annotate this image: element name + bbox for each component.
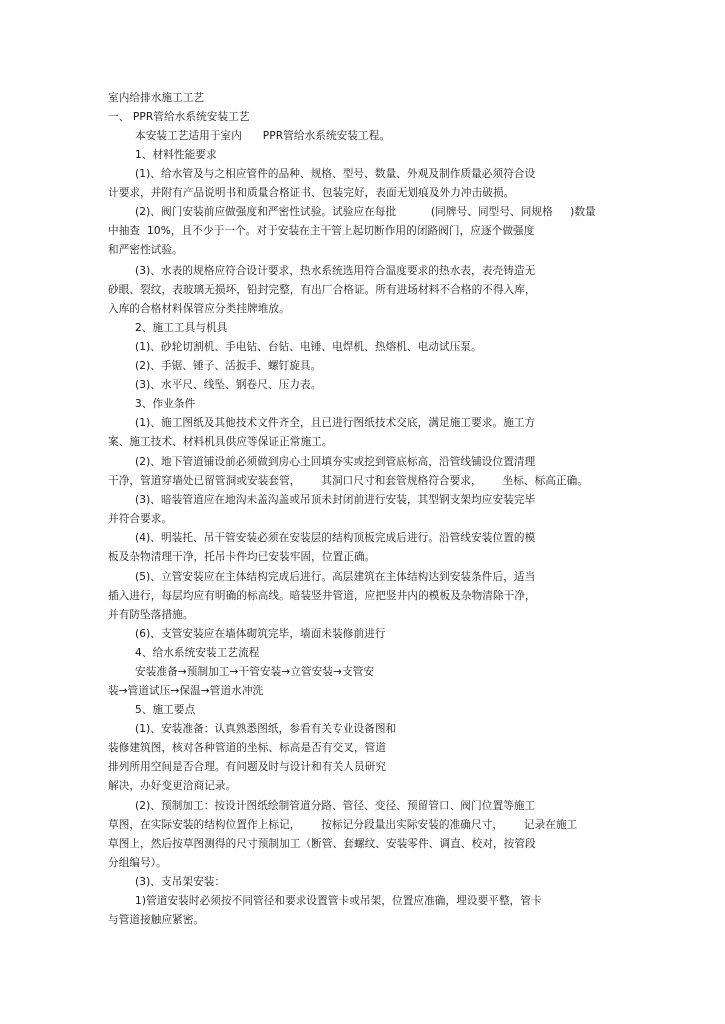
paragraph-line: (1)、施工图纸及其他技术文件齐全，且已进行图纸技术交底，满足施工要求。施工方 xyxy=(135,417,536,429)
paragraph-line: 并有防坠落措施。 xyxy=(108,609,194,621)
subsection-heading: 1、材料性能要求 xyxy=(135,149,217,161)
paragraph-line: 与管道接触应紧密。 xyxy=(108,914,205,926)
paragraph-line: 并符合要求。 xyxy=(108,513,173,525)
paragraph-line: (3)、支吊架安装： xyxy=(135,876,226,888)
paragraph-line: 分组编号）。 xyxy=(108,857,167,869)
paragraph-line: 和严密性试验。 xyxy=(108,244,183,256)
paragraph-line: 入库的合格材料保管应分类挂牌堆放。 xyxy=(108,303,290,315)
document-title: 室内给排水施工工艺 xyxy=(108,92,205,104)
paragraph-line: (1)、给水管及与之相应管件的品种、规格、型号、数量、外观及制作质量必须符合设 xyxy=(135,168,536,180)
paragraph-line: (1)、安装准备：认真熟悉图纸，参看有关专业设备图和 xyxy=(135,723,397,735)
subsection-heading: 2、施工工具与机具 xyxy=(135,322,228,334)
paragraph-line: 草图上，然后按草图测得的尺寸预制加工（断管、套螺纹、安装零件、调直、校对，按管段 xyxy=(108,838,536,850)
paragraph-line: 干净，管道穿墙处已留管洞或安装套管， 其洞口尺寸和套管规格符合要求， 坐标、标高正确。 xyxy=(108,475,589,487)
section-heading: 一、 PPR管给水系统安装工艺 xyxy=(108,111,250,123)
paragraph-line: (4)、明装托、吊干管安装必须在安装层的结构顶板完成后进行。沿管线安装位置的模 xyxy=(135,532,536,544)
subsection-heading: 4、给水系统安装工艺流程 xyxy=(135,647,260,659)
paragraph-line: 砂眼、裂纹，表玻璃无损坏，铅封完整，有出厂合格证。所有进场材料不合格的不得入库， xyxy=(108,284,536,296)
paragraph-line: 本安装工艺适用于室内 PPR管给水系统安装工程。 xyxy=(135,130,391,142)
paragraph-line: (3)、水平尺、线坠、钢卷尺、压力表。 xyxy=(135,379,322,391)
paragraph-line: 板及杂物清理干净，托吊卡件均已安装牢固，位置正确。 xyxy=(108,551,376,563)
paragraph-line: 排列所用空间是否合理。有问题及时与设计和有关人员研究 xyxy=(108,761,387,773)
paragraph-line: 中抽查 10%，且不少于一个。对于安装在主干管上起切断作用的闭路阀门，应逐个做强度 xyxy=(108,225,535,237)
paragraph-line: 草图，在实际安装的结构位置作上标记， 按标记分段量出实际安装的准确尺寸， 记录在施工 xyxy=(108,819,578,831)
paragraph-line: 插入进行，每层均应有明确的标高线。暗装竖井管道，应把竖井内的模板及杂物清除干净， xyxy=(108,590,536,602)
paragraph-line: (6)、支管安装应在墙体砌筑完毕，墙面未装修前进行 xyxy=(135,628,386,640)
subsection-heading: 3、作业条件 xyxy=(135,398,196,410)
subsection-heading: 5、施工要点 xyxy=(135,704,196,716)
paragraph-line: 装修建筑图，核对各种管道的坐标、标高是否有交叉，管道 xyxy=(108,742,387,754)
paragraph-line: (2)、预制加工：按设计图纸绘制管道分路、管径、变径、预留管口、阀门位置等施工 xyxy=(135,800,536,812)
paragraph-line: 装→管道试压→保温→管道水冲洗 xyxy=(108,685,264,697)
paragraph-line: (3)、水表的规格应符合设计要求，热水系统选用符合温度要求的热水表，表壳铸造无 xyxy=(135,265,536,277)
paragraph-line: (2)、手锯、锤子、活扳手、螺钉旋具。 xyxy=(135,360,322,372)
paragraph-line: 解决，办好变更洽商记录。 xyxy=(108,780,237,792)
paragraph-line: (2)、阀门安装前应做强度和严密性试验。试验应在每批 (同牌号、同型号、同规格 )数量 xyxy=(135,206,596,218)
paragraph-line: (1)、砂轮切割机、手电钻、台钻、电锤、电焊机、热熔机、电动试压泵。 xyxy=(135,341,482,353)
paragraph-line: (5)、立管安装应在主体结构完成后进行。高层建筑在主体结构达到安装条件后，适当 xyxy=(135,571,536,583)
paragraph-line: (2)、地下管道铺设前必须做到房心土回填夯实或挖到管底标高，沿管线铺设位置清理 xyxy=(135,456,536,468)
paragraph-line: 计要求，并附有产品说明书和质量合格证书、包装完好，表面无划痕及外力冲击破损。 xyxy=(108,187,515,199)
paragraph-line: (3)、暗装管道应在地沟未盖沟盖或吊顶未封闭前进行安装，其型钢支架均应安装完毕 xyxy=(135,494,536,506)
paragraph-line: 安装准备→预制加工→干管安装→立管安装→支管安 xyxy=(135,666,375,678)
paragraph-line: 1)管道安装时必须按不同管径和要求设置管卡或吊架，位置应准确，埋设要平整，管卡 xyxy=(135,895,542,907)
paragraph-line: 案、施工技术、材料机具供应等保证正常施工。 xyxy=(108,436,333,448)
